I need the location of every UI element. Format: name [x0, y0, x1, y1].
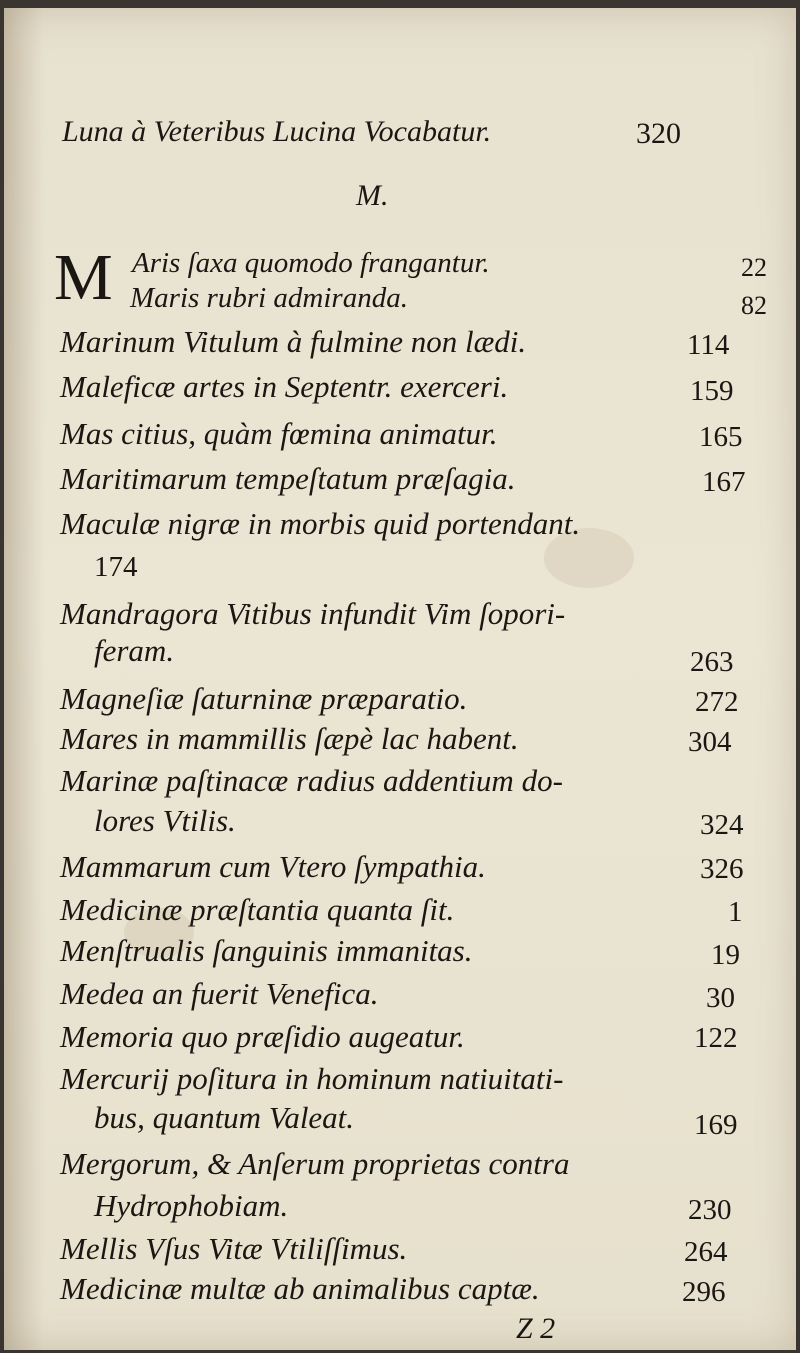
drop-cap: M [54, 241, 113, 314]
index-entry-continuation: Hydrophobiam. [94, 1188, 289, 1223]
index-entry-page: 230 [688, 1194, 732, 1226]
index-entry-page: 324 [700, 809, 744, 841]
index-entry-text: Mandragora Vitibus infundit Vim ſopori- [60, 596, 566, 631]
index-entry-continuation: lores Vtilis. [94, 803, 236, 838]
index-entry-page: 114 [687, 329, 730, 361]
index-entry-text: Aris ſaxa quomodo frangantur. [132, 247, 490, 279]
index-entry-text: Memoria quo præſidio augeatur. [60, 1019, 465, 1054]
index-entry-text: Magneſiæ ſaturninæ præparatio. [60, 681, 468, 716]
index-entry-page: 296 [682, 1276, 726, 1308]
index-entry-text: Mammarum cum Vtero ſympathia. [60, 849, 486, 884]
index-entry-text: Mercurij poſitura in hominum natiuitati- [60, 1061, 564, 1096]
index-entry-page: 22 [741, 253, 767, 282]
index-entry-page: 272 [695, 686, 739, 718]
index-entry-text: Mergorum, & Anſerum proprietas contra [60, 1146, 570, 1181]
index-entry-page: 167 [702, 466, 746, 498]
index-entry-continuation: bus, quantum Valeat. [94, 1100, 355, 1135]
signature-mark: Z 2 [516, 1312, 556, 1345]
index-entry-page: 1 [728, 896, 743, 928]
running-head-page-number: 320 [636, 117, 681, 150]
index-entry-page: 264 [684, 1236, 728, 1268]
index-entry-page: 82 [741, 291, 767, 320]
index-entry-page: 19 [711, 939, 740, 971]
index-entry-page: 159 [690, 375, 734, 407]
index-entry-page: 165 [699, 421, 743, 453]
index-entry-text: Marinum Vitulum à fulmine non lædi. [60, 324, 527, 359]
index-entry-page: 30 [706, 982, 735, 1014]
index-entry-page: 169 [694, 1109, 738, 1141]
index-entry-text: Medicinæ præſtantia quanta ſit. [60, 892, 455, 927]
index-entry-text: Menſtrualis ſanguinis immanitas. [60, 933, 473, 968]
index-entry-page: 263 [690, 646, 734, 678]
index-entry-page: 304 [688, 726, 732, 758]
index-entry-text: Maleficæ artes in Septentr. exerceri. [60, 369, 509, 404]
book-page [4, 8, 796, 1350]
index-entry-page: 174 [94, 551, 138, 583]
index-entry-text: Mares in mammillis ſæpè lac habent. [60, 721, 519, 756]
index-entry-page: 122 [694, 1022, 738, 1054]
index-entry-page: 326 [700, 853, 744, 885]
index-entry-text: Medicinæ multæ ab animalibus captæ. [60, 1271, 540, 1306]
running-head-title: Luna à Veteribus Lucina Vocabatur. [62, 115, 492, 148]
index-entry-text: Mas citius, quàm fœmina animatur. [60, 416, 498, 451]
index-entry-text: Maris rubri admiranda. [130, 282, 408, 314]
index-entry-text: Marinæ paſtinacæ radius addentium do- [60, 763, 563, 798]
index-entry-continuation: feram. [94, 633, 175, 668]
index-entry-text: Maritimarum tempeſtatum præſagia. [60, 461, 516, 496]
index-entry-text: Medea an fuerit Venefica. [60, 976, 379, 1011]
index-entry-text: Mellis Vſus Vitæ Vtiliſſimus. [60, 1231, 408, 1266]
index-entry-text: Maculæ nigræ in morbis quid portendant. [60, 506, 581, 541]
section-letter: M. [356, 179, 389, 212]
